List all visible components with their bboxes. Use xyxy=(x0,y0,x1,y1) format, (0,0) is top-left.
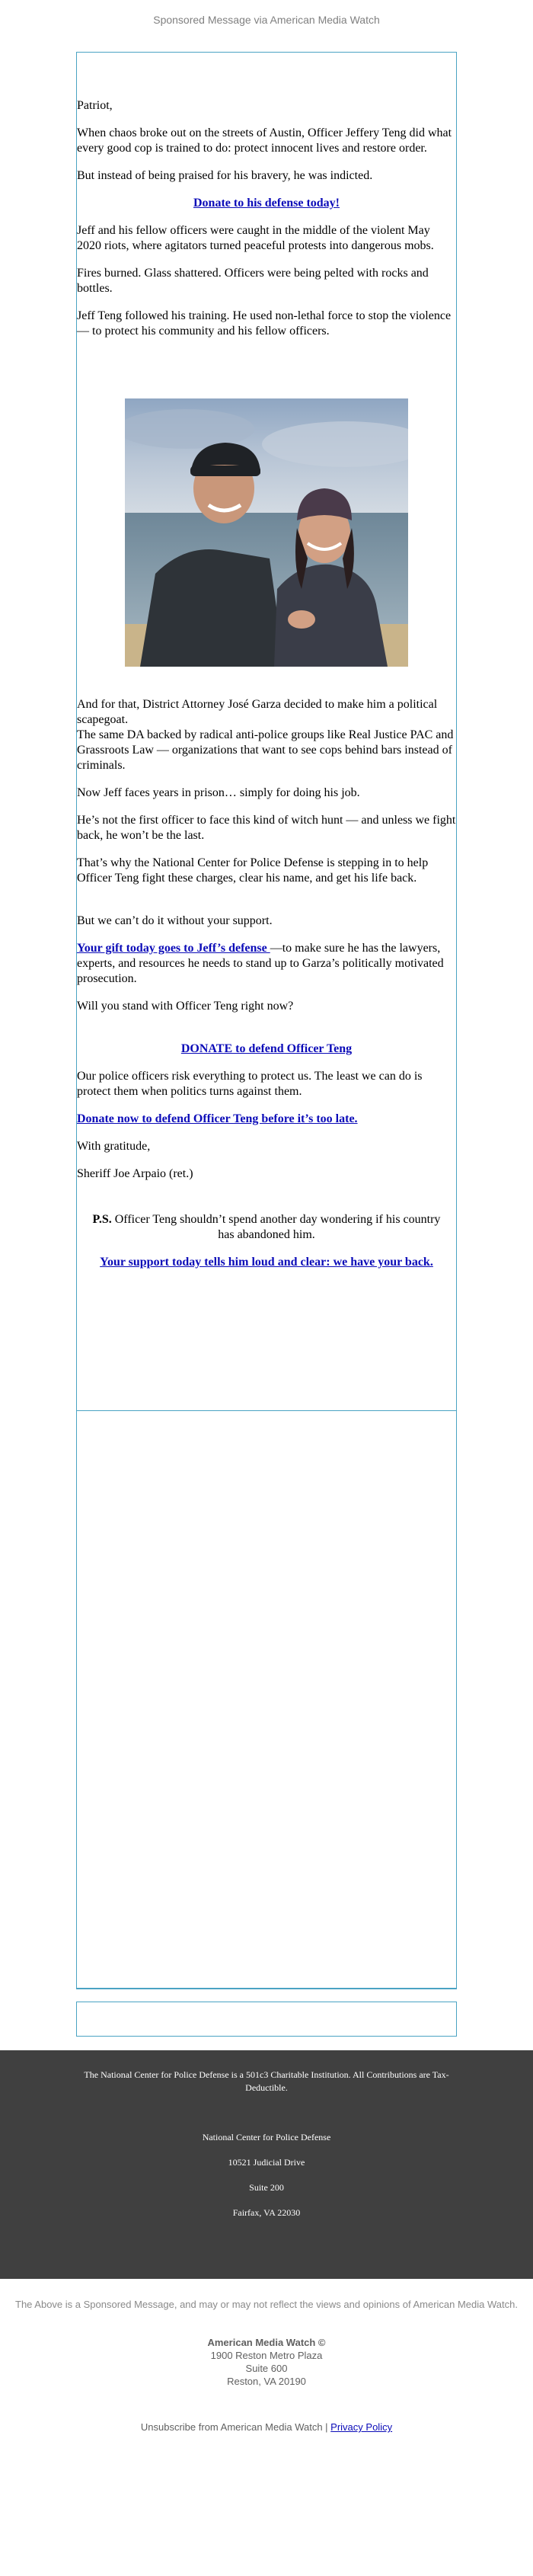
paragraph-3: Jeff and his fellow officers were caught in the middle of the violent May 2020 riots, where agitators turned peaceful protests into dangerous mobs. xyxy=(77,224,434,252)
email-card xyxy=(76,52,457,1989)
footer-street: 10521 Judicial Drive xyxy=(228,2157,305,2168)
bottom-section xyxy=(0,2279,533,2433)
paragraph-2: But instead of being praised for his bravery, he was indicted. xyxy=(77,169,373,182)
footer xyxy=(0,2050,533,2279)
paragraph-11-rest: —to make sure he has the lawyers, experts, and resources he needs to stand up to Garza’s politically motivated prosecution. xyxy=(77,942,444,985)
signoff: With gratitude, xyxy=(77,1140,151,1153)
gift-defense-link[interactable]: Your gift today goes to Jeff’s defense xyxy=(77,942,270,955)
signature: Sheriff Joe Arpaio (ret.) xyxy=(77,1167,193,1180)
paragraph-6a: And for that, District Attorney José Garza decided to make him a political scapegoat. xyxy=(77,698,438,726)
ps-label: P.S. xyxy=(92,1213,112,1226)
couple-photo xyxy=(125,398,408,667)
paragraph-10: But we can’t do it without your support. xyxy=(77,914,273,927)
donate-defense-link[interactable]: Donate to his defense today! xyxy=(193,197,340,210)
paragraph-7: Now Jeff faces years in prison… simply for doing his job. xyxy=(77,786,360,799)
publisher-name: American Media Watch © xyxy=(207,2337,326,2348)
unsubscribe-text[interactable]: Unsubscribe from American Media Watch xyxy=(140,2421,323,2433)
letter-body xyxy=(77,53,456,1270)
ps-text: Officer Teng shouldn’t spend another day wondering if his country has abandoned him. xyxy=(111,1213,441,1241)
sponsored-text: Sponsored Message via American Media Watch xyxy=(153,14,380,26)
publisher-address xyxy=(0,2336,533,2388)
footer-suite: Suite 200 xyxy=(249,2182,284,2193)
paragraph-5: Jeff Teng followed his training. He used non-lethal force to stop the violence — to protect his community and his fellow officers. xyxy=(77,309,452,338)
unsubscribe-line xyxy=(0,2421,533,2433)
separator: | xyxy=(322,2421,331,2433)
footer-org: National Center for Police Defense xyxy=(202,2132,331,2142)
footer-city: Fairfax, VA 22030 xyxy=(232,2207,301,2218)
paragraph-11 xyxy=(77,941,456,987)
publisher-suite: Suite 600 xyxy=(245,2363,288,2374)
postscript xyxy=(91,1212,442,1270)
paragraph-13: Our police officers risk everything to protect us. The least we can do is protect them when politics turns against them. xyxy=(77,1070,423,1098)
couple-photo-image xyxy=(125,398,408,667)
publisher-street: 1900 Reston Metro Plaza xyxy=(210,2350,323,2361)
paragraph-6b: The same DA backed by radical anti-police groups like Real Justice PAC and Grassroots Law — organizations that want to see cops behind bars instead of criminals. xyxy=(77,728,454,772)
sponsored-note: The Above is a Sponsored Message, and may or may not reflect the views and opinions of American Media Watch. xyxy=(15,2299,518,2310)
paragraph-1: When chaos broke out on the streets of Austin, Officer Jeffery Teng did what every good cop is trained to do: protect innocent lives and restore order. xyxy=(77,126,452,155)
sponsored-banner xyxy=(0,0,533,38)
blank-content-area xyxy=(77,1410,456,1989)
greeting: Patriot, xyxy=(77,99,113,112)
support-back-link[interactable]: Your support today tells him loud and clear: we have your back. xyxy=(100,1256,433,1269)
tax-disclaimer: The National Center for Police Defense is a 501c3 Charitable Institution. All Contributions are Tax-Deductible. xyxy=(84,2069,449,2093)
blank-card xyxy=(76,2002,457,2037)
donate-now-link[interactable]: Donate now to defend Officer Teng before it’s too late. xyxy=(77,1112,358,1125)
paragraph-4: Fires burned. Glass shattered. Officers were being pelted with rocks and bottles. xyxy=(77,267,429,295)
footer-address xyxy=(0,2131,533,2219)
publisher-city: Reston, VA 20190 xyxy=(227,2376,306,2387)
paragraph-9: That’s why the National Center for Police Defense is stepping in to help Officer Teng fight these charges, clear his name, and get his life back. xyxy=(77,856,429,885)
privacy-policy-link[interactable]: Privacy Policy xyxy=(330,2421,393,2433)
paragraph-12: Will you stand with Officer Teng right now? xyxy=(77,1000,294,1013)
donate-defend-teng-link[interactable]: DONATE to defend Officer Teng xyxy=(180,1042,353,1055)
paragraph-8: He’s not the first officer to face this kind of witch hunt — and unless we fight back, he won’t be the last. xyxy=(77,814,456,842)
